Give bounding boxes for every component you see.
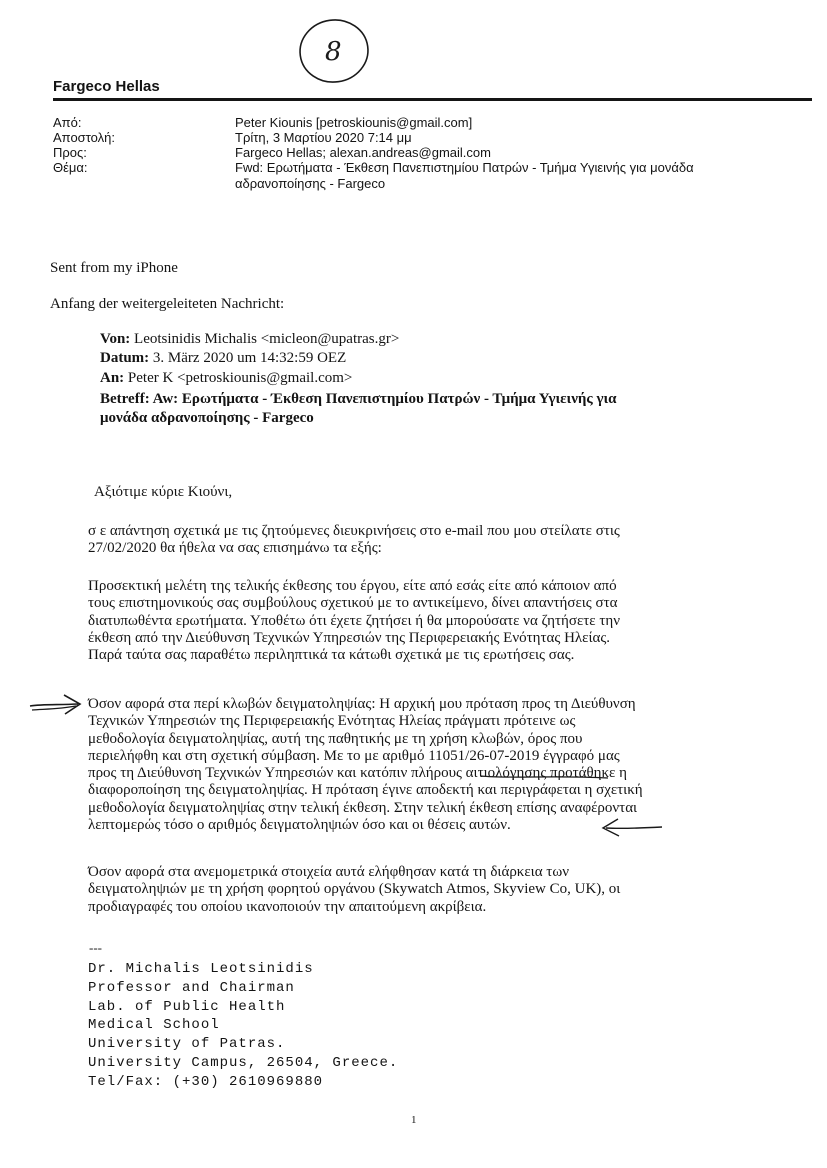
paragraph-3-line: περιελήφθη και στη σχετική σύμβαση. Με το με αριθμό 11051/26-07-2019 έγγραφό μας [88,747,620,764]
paragraph-2-line: τους επιστημονικούς σας συμβούλους σχετικού με το αντικείμενο, δίνει απαντήσεις στα [88,595,618,612]
signature-line: Professor and Chairman [88,979,295,996]
paragraph-3-line: Όσον αφορά στα περί κλωβών δειγματοληψίας: Η αρχική μου πρόταση προς τη Διεύθυνση [88,696,636,712]
datum-label: Datum: [100,350,150,366]
to-value: Fargeco Hellas; alexan.andreas@gmail.com [235,145,491,160]
handwritten-underline [480,768,610,786]
subject-value-line1: Fwd: Ερωτήματα - Έκθεση Πανεπιστημίου Πατρών - Τμήμα Υγιεινής για μονάδα [235,160,694,175]
sent-value: Τρίτη, 3 Μαρτίου 2020 7:14 μμ [235,130,412,145]
signature-line: Medical School [88,1017,220,1034]
von-value: Leotsinidis Michalis <micleon@upatras.gr> [134,331,400,347]
paragraph-1 [88,523,620,558]
signature-separator: --- [89,940,102,955]
paragraph-3-line: προς τη Διεύθυνση Τεχνικών Υπηρεσιών και κατόπιν πλήρους αιτιολόγησης προτάθηκε η [88,765,627,782]
paragraph-3-line: λεπτομερώς τόσο ο αριθμός δειγματοληψιών όσο και οι θέσεις αυτών. [88,817,511,834]
paragraph-4-line: Όσον αφορά στα ανεμομετρικά στοιχεία αυτά ελήφθησαν κατά τη διάρκεια των [88,864,569,880]
paragraph-2-line: έκθεση από την Διεύθυνση Τεχνικών Υπηρεσιών της Περιφερειακής Ενότητας Ηλείας. [88,629,611,646]
paragraph-3-line: διαφοροποίηση της δειγματοληψίας. Η πρόταση έγινε αποδεκτή και περιγράφεται η σχετική [88,782,643,799]
paragraph-2-line: διατυπωθέντα ερωτήματα. Υποθέτω ότι έχετε ζητήσει ή θα μπορούσατε να ζητήσετε την [88,612,621,629]
paragraph-3-line: Τεχνικών Υπηρεσιών της Περιφερειακής Ενότητας Ηλείας πράγματι πρότεινε ως [88,713,576,730]
signature-line: Dr. Michalis Leotsinidis [88,961,314,977]
signature-line: University Campus, 26504, Greece. [88,1054,399,1071]
sent-label: Αποστολή: [53,130,115,145]
signature-line: Lab. of Public Health [88,998,286,1015]
subject-value-line2: αδρανοποίησης - Fargeco [235,176,386,191]
handwritten-arrow-left-icon [598,816,664,843]
header-divider [53,98,812,101]
to-label: Προς: [53,145,87,160]
paragraph-4 [88,864,620,916]
von-label: Von: [100,331,131,347]
greeting: Αξιότιμε κύριε Κιούνι, [94,484,233,500]
page-number: 1 [411,1114,417,1126]
forwarded-intro: Anfang der weitergeleiteten Nachricht: [50,296,285,312]
svg-text:8: 8 [325,37,342,67]
paragraph-2-line: Προσεκτική μελέτη της τελικής έκθεσης του έργου, είτε από εσάς είτε από κάποιον από [88,578,617,594]
signature-line: University of Patras. [88,1036,286,1053]
paragraph-1-line: σ ε απάντηση σχετικά με τις ζητούμενες διευκρινήσεις στο e-mail που μου στείλατε στις [88,523,620,539]
paragraph-4-line: δειγματοληψιών με τη χρήση φορητού οργάνου (Skywatch Atmos, Skyview Co, UK), οι [88,881,621,898]
subject-label: Θέμα: [53,160,88,175]
paragraph-4-line: προδιαγραφές του οποίου ικανοποιούν την απαιτούμενη ακρίβεια. [88,898,487,915]
signature-block [88,960,398,1092]
paragraph-1-line: 27/02/2020 θα ήθελα να σας επισημάνω τα εξής: [88,540,382,557]
betreff-line2: μονάδα αδρανοποίησης - Fargeco [100,410,314,426]
paragraph-3 [88,696,643,834]
from-label: Από: [53,115,82,130]
forwarded-to-row [100,370,352,387]
paragraph-2 [88,578,620,664]
handwritten-arrow-right-icon [28,692,84,723]
an-label: An: [100,370,125,386]
forwarded-from-row [100,331,399,348]
sent-from-line: Sent from my iPhone [50,260,178,276]
an-value: Peter K <petroskiounis@gmail.com> [127,370,353,386]
handwritten-page-mark [296,14,372,93]
forwarded-date-row [100,350,346,367]
betreff-line1: Betreff: Aw: Ερωτήματα - Έκθεση Πανεπιστημίου Πατρών - Τμήμα Υγιεινής για [100,391,617,407]
paragraph-2-line: Παρά ταύτα σας παραθέτω περιληπτικά τα κάτωθι σχετικά με τις ερωτήσεις σας. [88,647,575,664]
paragraph-3-line: μεθοδολογία δειγματοληψίας, αυτή της παθητικής με τη χρήση κλωβών, όρος που [88,730,583,747]
organization-name: Fargeco Hellas [53,78,160,95]
from-value: Peter Kiounis [petroskiounis@gmail.com] [235,115,473,130]
signature-line: Tel/Fax: (+30) 2610969880 [88,1073,324,1090]
datum-value: 3. März 2020 um 14:32:59 OEZ [152,350,347,366]
paragraph-3-line: μεθοδολογία δειγματοληψίας στην τελική έκθεση. Στην τελική έκθεση επίσης αναφέρονται [88,799,638,816]
